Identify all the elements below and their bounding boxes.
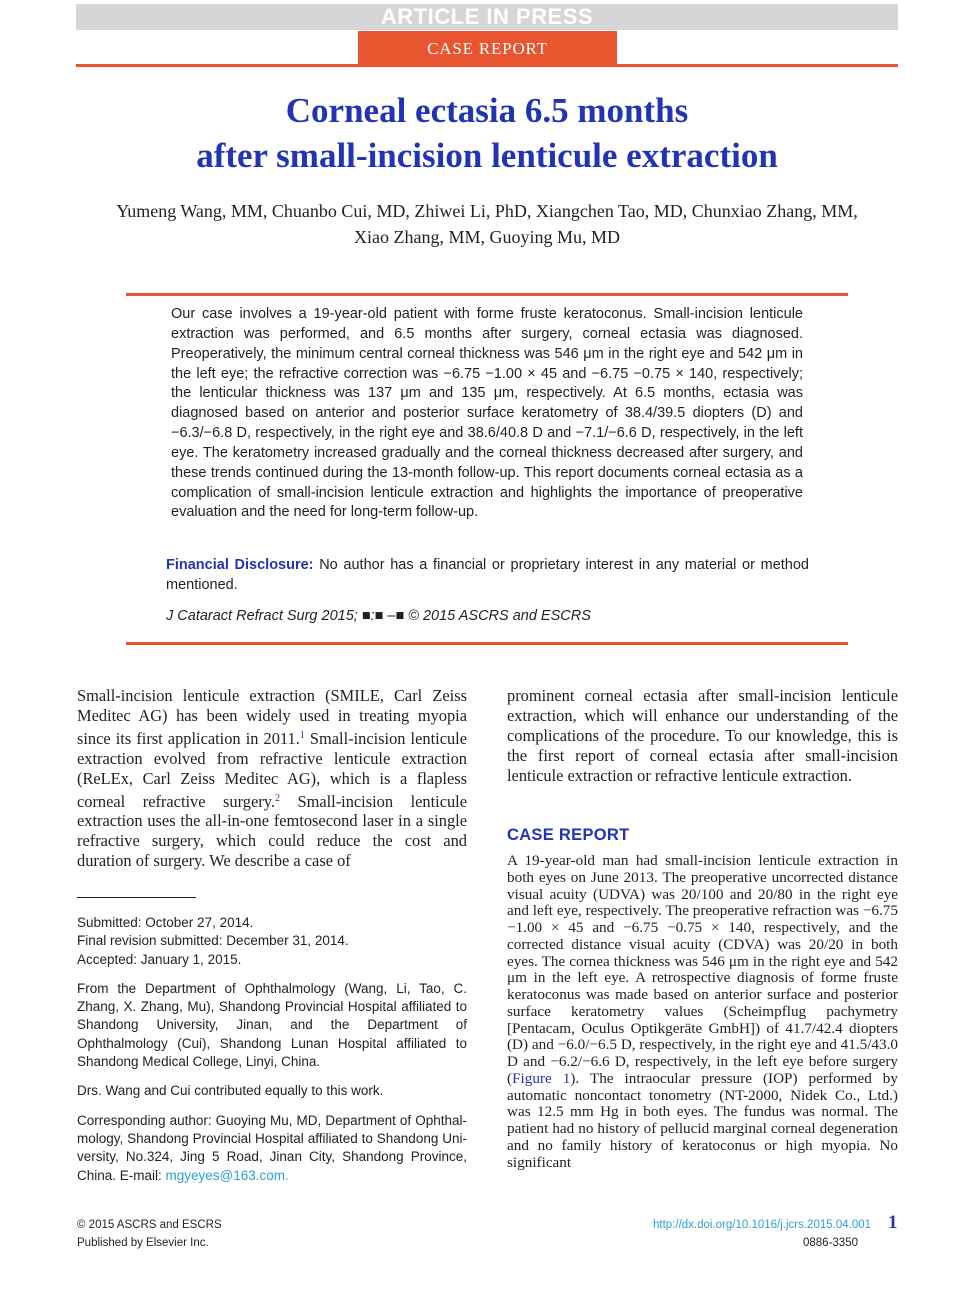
footer-copyright: © 2015 ASCRS and ESCRS [77,1219,222,1231]
intro-text-2: Small-incision lenticule extraction evolved from refractive lenticule extraction (ReLEx, Carl Zeiss Meditec AG), which is a flapless corneal refractive surgery. [77,728,467,811]
reference-2-link[interactable]: 2 [274,792,280,804]
footer-issn: 0886-3350 [803,1237,858,1249]
case-text-1: A 19-year-old man had small-incision lenticule extraction in both eyes on June 2013. The preoperative uncorrected distance visual acuity (UDVA) was 20/100 and 20/80 in the right eye and left eye, respectively. The preoperative refraction was −6.75 −1.00 × 45 and −6.75 −0.75 × 140, respectively, and the corrected distance visual acuity (CDVA) was 20/20 in both eyes. The cornea thickness was 546 μm in the right eye and 542 μm in the left eye. A retrospective diagnosis of forme fruste keratoconus was made based on anterior surface and posterior surface keratometry values (Scheimpflug pachymetry [Pentacam, Oculus Optikgeräte GmbH]) of 41.7/42.4 diopters (D) and −6.0/−6.5 D, respectively, in the right eye and 41.5/43.0 D and −6.2/−6.6 D, respectively, in the left eye before surgery ( [507,852,898,1087]
article-in-press-banner: ARTICLE IN PRESS [76,4,898,30]
intro-text-3: Small-incision lenticule extraction uses the all-in-one femtosecond laser in a single refractive surgery, which could reduce the cost and duration of surgery. We describe a case of [77,791,468,871]
reference-1-link[interactable]: 1 [299,729,305,741]
financial-disclosure [166,555,809,595]
section-tag: CASE REPORT [358,31,617,66]
case-report-paragraph [507,853,898,1171]
abstract-top-rule [126,293,848,296]
author-list [76,198,898,250]
abstract-bottom-rule [126,642,848,645]
affiliation-note: From the Department of Ophthalmology (Wang, Li, Tao, C. Zhang, X. Zhang, Mu), Shandong Provincial Hospital affiliated to Shandong University, Jinan, and the Department of Ophthalmology (Cui), Shandong Lunan Hospital affiliated to Shandong Medical College, Linyi, China. [77,980,467,1070]
case-text-2: ). The intraocular pressure (IOP) performed by automatic noncontact tonometry (NT-2000, Nidek Co., Ltd.) was 12.5 mm Hg in both eyes. The fundus was normal. The patient had no history of pellucid marginal corneal degeneration and no family history of keratoconus or high myopia. No significant [507,1069,898,1171]
submitted-date: Submitted: October 27, 2014. [77,915,254,930]
title-line-2: after small-incision lenticule extraction [196,136,778,175]
authors-line-1: Yumeng Wang, MM, Chuanbo Cui, MD, Zhiwei Li, PhD, Xiangchen Tao, MD, Chunxiao Zhang, MM, [116,201,858,221]
footnote-rule [77,897,196,898]
email-link[interactable]: mgyeyes@163.com. [165,1167,289,1183]
page-number: 1 [888,1212,898,1233]
abstract-text: Our case involves a 19-year-old patient with forme fruste keratoconus. Small-incision lenticule extraction was performed, and 6.5 months after surgery, corneal ectasia was diagnosed. Preoperatively, the minimum central corneal thickness was 546 μm in the right eye and 542 μm in the left eye; the refractive correction was −6.75 −1.00 × 45 and −6.75 −0.75 × 140, respectively; the lenticular thickness was 137 μm and 135 μm, respectively. At 6.5 months, ectasia was diagnosed based on anterior and posterior surface keratometry of 38.4/39.5 diopters (D) and −6.3/−6.8 D, respectively, in the right eye and 38.6/40.8 D and −7.1/−6.6 D, respectively, in the left eye. The keratometry increased gradually and the corneal thickness decreased after surgery, and these trends continued during the 13-month follow-up. This report documents corneal ectasia as a complication of small-incision lenticule extraction and highlights the importance of preoperative evaluation and the need for long-term follow-up. [171,306,803,521]
disclosure-label: Financial Disclosure: [166,557,314,573]
revision-date: Final revision submitted: December 31, 2014. [77,933,349,949]
authors-line-2: Xiao Zhang, MM, Guoying Mu, MD [354,227,620,247]
equal-contribution-note: Drs. Wang and Cui contributed equally to this work. [77,1083,384,1099]
figure-1-link[interactable]: Figure 1 [512,1069,571,1087]
intro-paragraph [77,686,467,871]
journal-citation: J Cataract Refract Surg 2015; ■:■ –■ © 2015 ASCRS and ESCRS [166,608,591,624]
case-report-heading: CASE REPORT [507,826,630,844]
intro-text-1: Small-incision lenticule extraction (SMILE, Carl Zeiss Meditec AG) has been widely used in treating myopia since its first application in 2011. [77,686,467,748]
footer-publisher: Published by Elsevier Inc. [77,1237,209,1249]
article-notes [77,914,467,1196]
title-line-1: Corneal ectasia 6.5 months [285,91,689,130]
intro-continuation: prominent corneal ectasia after small-incision lenticule extraction, which will enhance our understanding of the complications of the procedure. To our knowledge, this is the first report of corneal ectasia after small-incision lenticule extraction or refractive lenticule extraction. [507,686,898,785]
accepted-date: Accepted: January 1, 2015. [77,951,242,967]
corresponding-author-note [77,1112,467,1185]
disclosure-text: No author has a financial or proprietary interest in any material or method mentioned. [166,557,809,593]
corresponding-text: Corresponding author: Guoying Mu, MD, Department of Ophthalmology, Shandong Provincial Hospital affiliated to Shandong University, No.324, Jing 5 Road, Jinan City, Shandong Province, China. E-mail: [77,1112,467,1183]
article-title [76,88,898,178]
doi-link[interactable]: http://dx.doi.org/10.1016/j.jcrs.2015.04.001 [653,1219,872,1231]
